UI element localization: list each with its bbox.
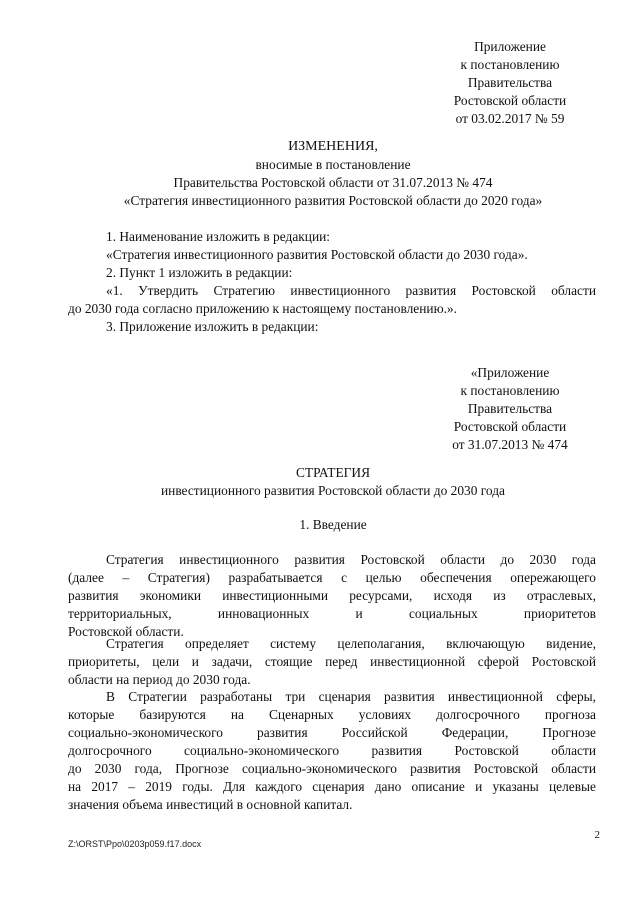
- paragraph-line: развития экономики инвестиционными ресурсами, исходя из отраслевых,: [68, 588, 596, 603]
- footer-file-path: Z:\ORST\Ppo\0203p059.f17.docx: [68, 839, 202, 849]
- paragraph-line: В Стратегии разработаны три сценария развития инвестиционной сферы,: [106, 689, 596, 704]
- item-2-text: «1. Утвердить Стратегию инвестиционного развития Ростовской области: [106, 283, 596, 298]
- nested-appendix-header: [420, 364, 600, 454]
- item-2-text-cont: до 2030 года согласно приложению к настоящему постановлению.».: [68, 301, 457, 316]
- paragraph-line: до 2030 года, Прогнозе социально-экономического развития Ростовской области: [68, 761, 596, 776]
- nested-header-line: к постановлению: [460, 383, 560, 398]
- paragraph-line: значения объема инвестиций в основной капитал.: [68, 797, 353, 812]
- item-3-heading: 3. Приложение изложить в редакции:: [106, 319, 319, 334]
- changes-title-line: Правительства Ростовской области от 31.07.2013 № 474: [173, 175, 493, 190]
- amendment-items: [68, 228, 596, 336]
- changes-title-line: вносимые в постановление: [255, 157, 411, 172]
- item-1-text: «Стратегия инвестиционного развития Ростовской области до 2030 года».: [106, 247, 528, 262]
- nested-header-line: Правительства: [467, 401, 553, 416]
- paragraph-intro: [68, 551, 596, 641]
- paragraph-line: социально-экономического развития Российской Федерации, Прогнозе: [68, 725, 596, 740]
- paragraph-line: (далее – Стратегия) разрабатывается с целью обеспечения опережающего: [68, 570, 596, 585]
- paragraph-line: Ростовской области.: [68, 624, 184, 639]
- strategy-subtitle: инвестиционного развития Ростовской области до 2030 года: [160, 483, 505, 498]
- paragraph-scenarios: [68, 688, 596, 814]
- paragraph-line: области на период до 2030 года.: [68, 672, 251, 687]
- page-number: 2: [594, 829, 600, 841]
- appendix-header: [420, 38, 600, 128]
- appendix-header-line: от 03.02.2017 № 59: [455, 111, 565, 126]
- appendix-header-line: Приложение: [474, 39, 546, 54]
- appendix-header-line: Правительства: [467, 75, 553, 90]
- item-1-heading: 1. Наименование изложить в редакции:: [106, 229, 330, 244]
- nested-header-line: от 31.07.2013 № 474: [452, 437, 568, 452]
- changes-title: ИЗМЕНЕНИЯ,: [288, 139, 378, 154]
- item-2-heading: 2. Пункт 1 изложить в редакции:: [106, 265, 293, 280]
- nested-header-line: «Приложение: [470, 365, 550, 380]
- strategy-title: СТРАТЕГИЯ: [295, 465, 371, 480]
- strategy-title-block: [68, 464, 598, 500]
- paragraph-line: которые базируются на Сценарных условиях долгосрочного прогноза: [68, 707, 596, 722]
- changes-title-line: «Стратегия инвестиционного развития Ростовской области до 2020 года»: [123, 193, 543, 208]
- section-heading: 1. Введение: [299, 517, 367, 532]
- nested-header-line: Ростовской области: [453, 419, 567, 434]
- paragraph-line: приоритеты, цели и задачи, стоящие перед инвестиционной сферой Ростовской: [68, 654, 596, 669]
- paragraph-line: территориальных, инновационных и социальных приоритетов: [68, 606, 596, 621]
- paragraph-line: Стратегия инвестиционного развития Ростовской области до 2030 года: [106, 552, 596, 567]
- paragraph-goals: [68, 635, 596, 689]
- paragraph-line: на 2017 – 2019 годы. Для каждого сценария дано описание и указаны целевые: [68, 779, 596, 794]
- paragraph-line: долгосрочного социально-экономического развития Ростовской области: [68, 743, 596, 758]
- paragraph-line: Стратегия определяет систему целеполагания, включающую видение,: [106, 636, 596, 651]
- changes-title-block: [68, 138, 598, 210]
- appendix-header-line: к постановлению: [460, 57, 560, 72]
- appendix-header-line: Ростовской области: [453, 93, 567, 108]
